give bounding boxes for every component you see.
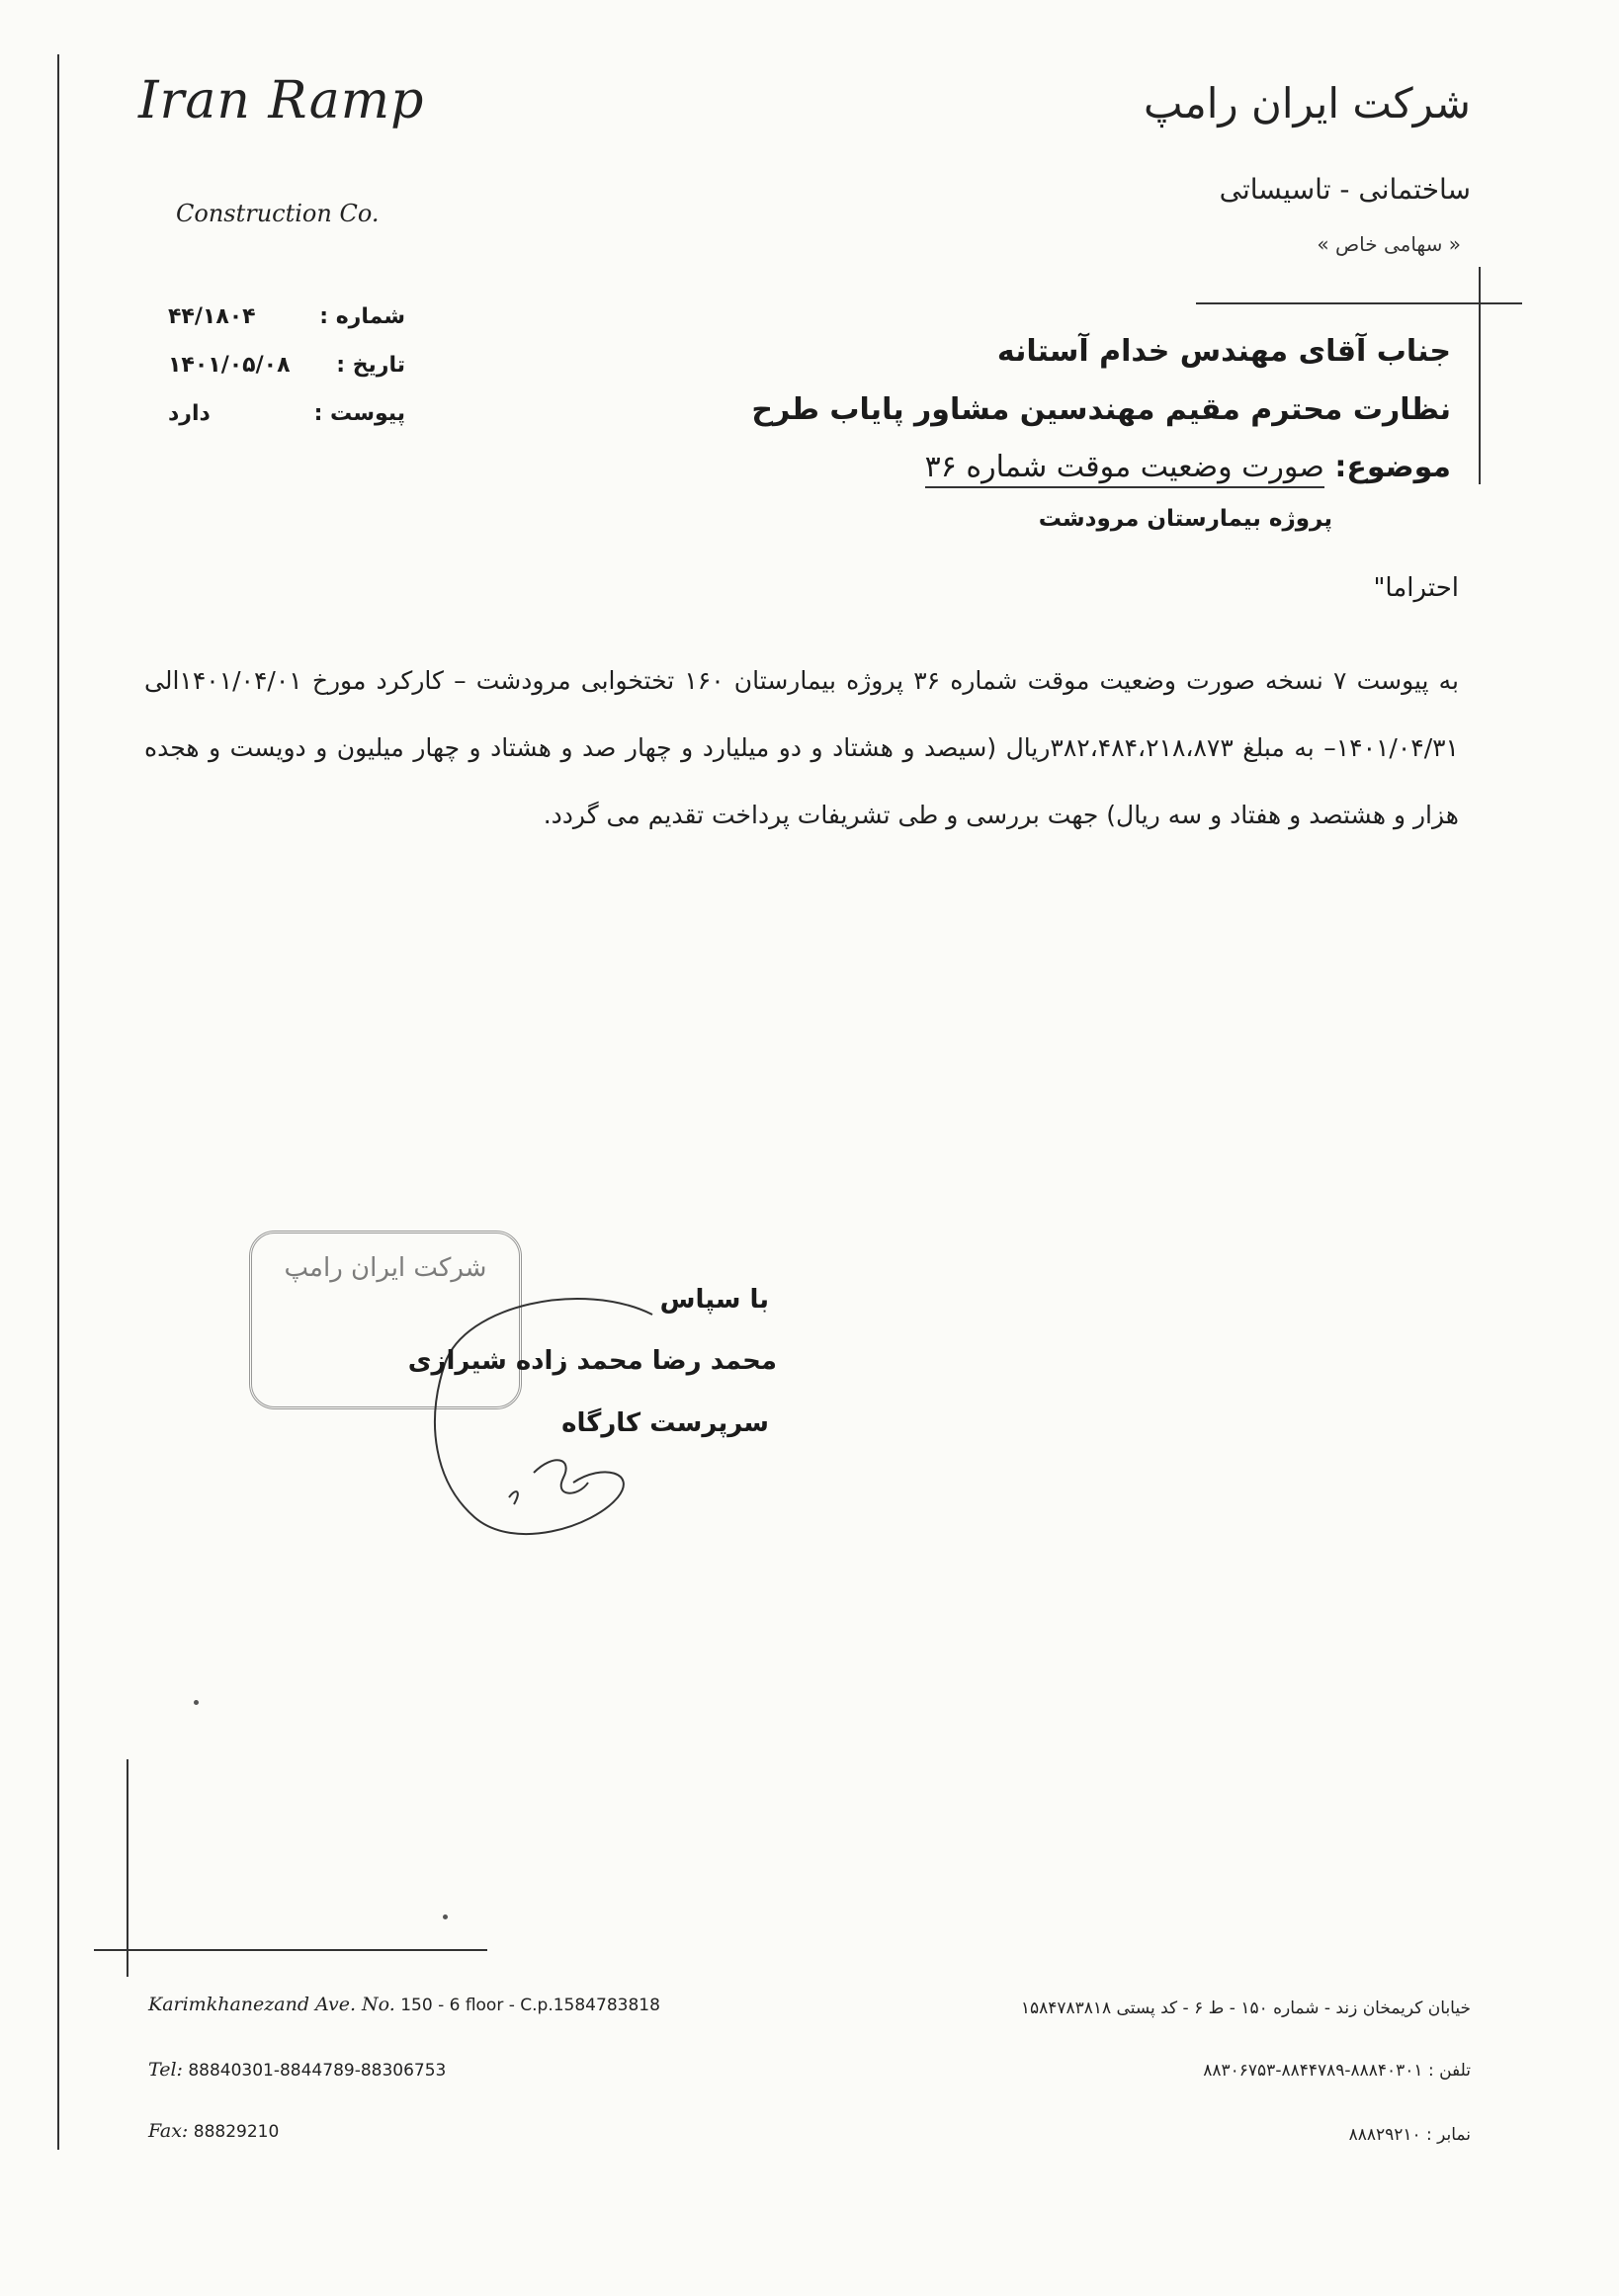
company-type: « سهامی خاص » (1317, 232, 1461, 256)
footer-address-en (148, 1994, 660, 2015)
footer-phone-en-value: 88840301-8844789-88306753 (182, 2061, 447, 2081)
project-name: پروژه بیمارستان مرودشت (1038, 506, 1332, 532)
footer-fax-en (148, 2120, 279, 2142)
footer-rule (94, 1949, 487, 1951)
letter-attachment (138, 401, 405, 426)
footer-phone-fa: تلفن : ۸۸۸۴۰۳۰۱-۸۸۴۴۷۸۹-۸۸۳۰۶۷۵۳ (1203, 2061, 1471, 2081)
header-rule (1196, 302, 1522, 304)
company-subtitle-latin: Construction Co. (176, 200, 380, 227)
letter-date (138, 353, 405, 378)
scan-speck (194, 1700, 199, 1705)
letter-number-value: ۴۴/۱۸۰۴ (168, 304, 256, 329)
company-subtitle-persian: ساختمانی - تاسیساتی (1219, 173, 1471, 206)
footer-left-line (127, 1759, 128, 1977)
company-stamp-text: شرکت ایران رامپ (284, 1253, 487, 1283)
company-logo-persian: شرکت ایران رامپ (1143, 79, 1471, 128)
footer-phone-en-label: Tel: (148, 2059, 183, 2081)
greeting: احتراما" (1373, 573, 1459, 603)
addressee-name: جناب آقای مهندس خدام آستانه (996, 334, 1451, 369)
letter-attachment-value: دارد (168, 401, 211, 426)
letter-date-label: تاریخ : (336, 353, 405, 378)
subject-line (925, 450, 1451, 484)
footer-fax-en-value: 88829210 (188, 2122, 280, 2142)
subject-label: موضوع: (1334, 450, 1451, 484)
letter-number (138, 304, 405, 329)
footer-address-en-value: 150 - 6 floor - C.p.1584783818 (394, 1996, 660, 2015)
footer-address-en-prefix: Karimkhanezand Ave. No. (148, 1994, 395, 2015)
company-logo-latin: Iran Ramp (138, 71, 425, 130)
footer-fax-en-label: Fax: (148, 2120, 189, 2142)
right-margin-line (1479, 267, 1481, 484)
closing: با سپاس (659, 1285, 769, 1315)
letter-body: به پیوست ۷ نسخه صورت وضعیت موقت شماره ۳۶ پروژه بیمارستان ۱۶۰ تختخوابی مرودشت – کارکرد مورخ ۱۴۰۱/۰۴/۰۱الی ۱۴۰۱/۰۴/۳۱– به مبلغ ۳۸۲،۴۸۴،۲۱۸،۸۷۳ریال (سیصد و هشتاد و دو میلیارد و چهار صد و هشتاد و چهار میلیون و دویست و هجده هزار و هشتصد و هفتاد و سه ریال) جهت بررسی و طی تشریفات پرداخت تقدیم می گردد. (144, 666, 1459, 829)
letter-number-label: شماره : (319, 304, 405, 329)
letter-date-value: ۱۴۰۱/۰۵/۰۸ (168, 353, 291, 378)
letter-attachment-label: پیوست : (313, 401, 405, 426)
footer-phone-en (148, 2059, 446, 2081)
left-margin-line (57, 54, 59, 2150)
scan-speck (443, 1914, 448, 1919)
signatory-title: سرپرست کارگاه (561, 1408, 769, 1438)
signatory-name: محمد رضا محمد زاده شیرازی (407, 1346, 777, 1376)
subject-value: صورت وضعیت موقت شماره ۳۶ (925, 450, 1324, 488)
addressee-org: نظارت محترم مقیم مهندسین مشاور پایاب طرح (751, 392, 1451, 427)
footer-fax-fa: نمابر : ۸۸۸۲۹۲۱۰ (1348, 2125, 1471, 2145)
footer-address-fa: خیابان کریمخان زند - شماره ۱۵۰ - ط ۶ - کد پستی ۱۵۸۴۷۸۳۸۱۸ (1020, 1998, 1471, 2018)
